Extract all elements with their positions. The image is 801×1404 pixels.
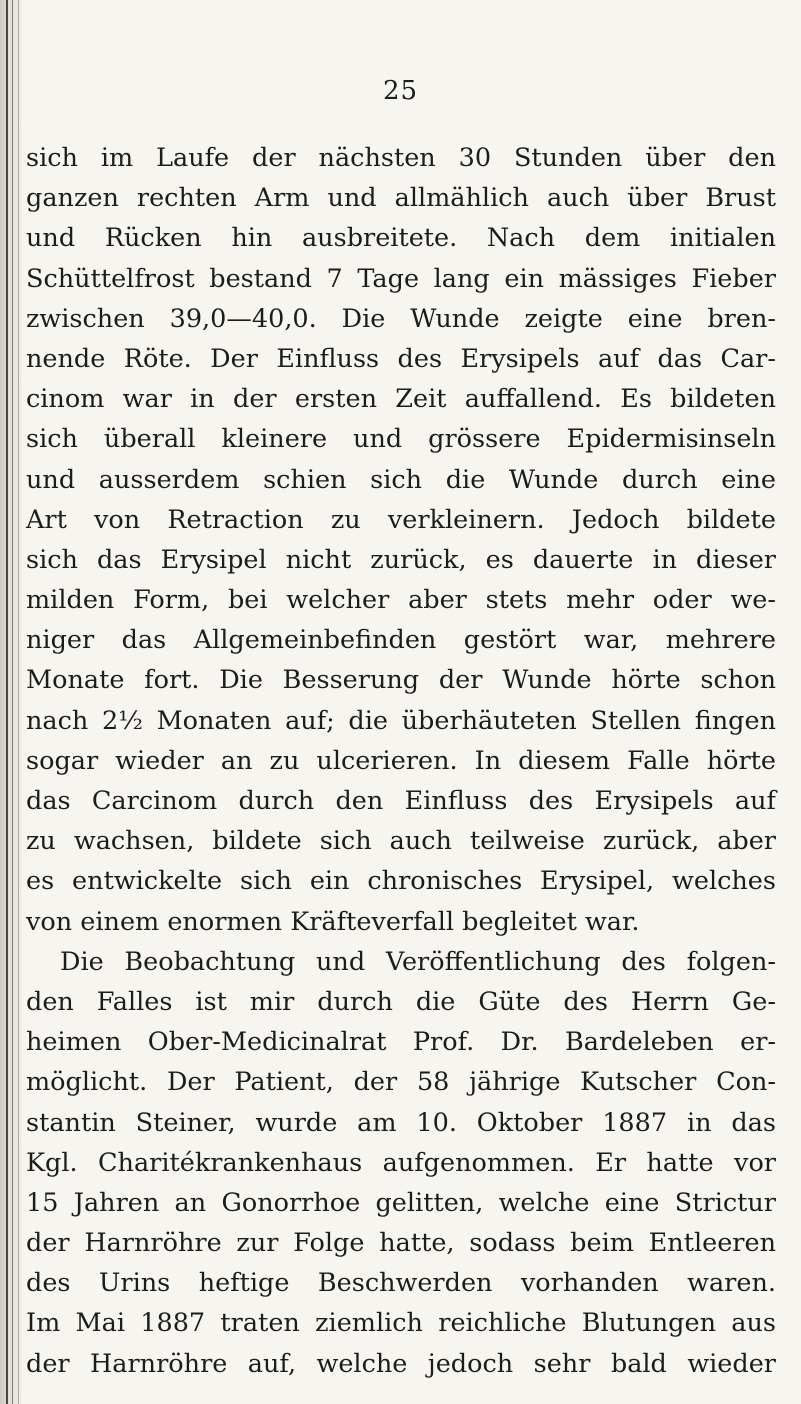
text-line: sich das Erysipel nicht zurück, es dauerte in dieser	[26, 544, 776, 575]
text-line: niger das Allgemeinbefinden gestört war, mehrere	[26, 625, 776, 656]
text-line: Art von Retraction zu verkleinern. Jedoch bildete	[26, 504, 776, 535]
text-line: und ausserdem schien sich die Wunde durch eine	[26, 464, 776, 495]
book-spine-shadow	[0, 0, 22, 1404]
text-line: den Falles ist mir durch die Güte des Herrn Ge-	[26, 986, 776, 1017]
text-line: ganzen rechten Arm und allmählich auch über Brust	[26, 183, 776, 214]
text-line: milden Form, bei welcher aber stets mehr oder we-	[26, 585, 776, 616]
text-line: es entwickelte sich ein chronisches Erysipel, welches	[26, 866, 776, 897]
binding-edge-line	[6, 0, 8, 1404]
text-line: möglicht. Der Patient, der 58 jährige Kutscher Con-	[26, 1067, 776, 1098]
text-line: Monate fort. Die Besserung der Wunde hörte schon	[26, 665, 776, 696]
text-line: nende Röte. Der Einfluss des Erysipels auf das Car-	[26, 343, 776, 374]
binding-edge-line	[12, 0, 13, 1404]
text-line: sich im Laufe der nächsten 30 Stunden über den	[26, 143, 776, 173]
text-line: des Urins heftige Beschwerden vorhanden waren.	[26, 1268, 776, 1299]
text-line: Im Mai 1887 traten ziemlich reichliche Blutungen aus	[26, 1308, 776, 1339]
text-line: und Rücken hin ausbreitete. Nach dem initialen	[26, 223, 776, 254]
text-line: der Harnröhre zur Folge hatte, sodass beim Entleeren	[26, 1228, 776, 1259]
binding-edge-line	[18, 0, 19, 1404]
text-line: von einem enormen Kräfteverfall begleitet war.	[26, 906, 640, 937]
text-line: 15 Jahren an Gonorrhoe gelitten, welche eine Strictur	[26, 1187, 776, 1218]
text-line: sich überall kleinere und grössere Epidermisinseln	[26, 424, 776, 455]
text-line: nach 2½ Monaten auf; die überhäuteten Stellen fingen	[26, 705, 776, 736]
text-line: der Harnröhre auf, welche jedoch sehr bald wieder	[26, 1348, 776, 1379]
text-line: Die Beobachtung und Veröffentlichung des folgen-	[60, 946, 776, 977]
text-line: Schüttelfrost bestand 7 Tage lang ein mässiges Fieber	[26, 263, 776, 294]
text-line: Kgl. Charitékrankenhaus aufgenommen. Er hatte vor	[26, 1147, 776, 1178]
text-line: cinom war in der ersten Zeit auffallend. Es bildeten	[26, 384, 776, 415]
body-text	[26, 138, 776, 1384]
text-line: zu wachsen, bildete sich auch teilweise zurück, aber	[26, 826, 776, 857]
text-line: sogar wieder an zu ulcerieren. In diesem Falle hörte	[26, 745, 776, 776]
page-number: 25	[382, 76, 419, 106]
text-line: stantin Steiner, wurde am 10. Oktober 1887 in das	[26, 1107, 776, 1138]
text-line: zwischen 39,0—40,0. Die Wunde zeigte eine bren-	[26, 303, 776, 334]
text-line: das Carcinom durch den Einfluss des Erysipels auf	[26, 786, 776, 816]
text-line: heimen Ober-Medicinalrat Prof. Dr. Bardeleben er-	[26, 1027, 776, 1058]
